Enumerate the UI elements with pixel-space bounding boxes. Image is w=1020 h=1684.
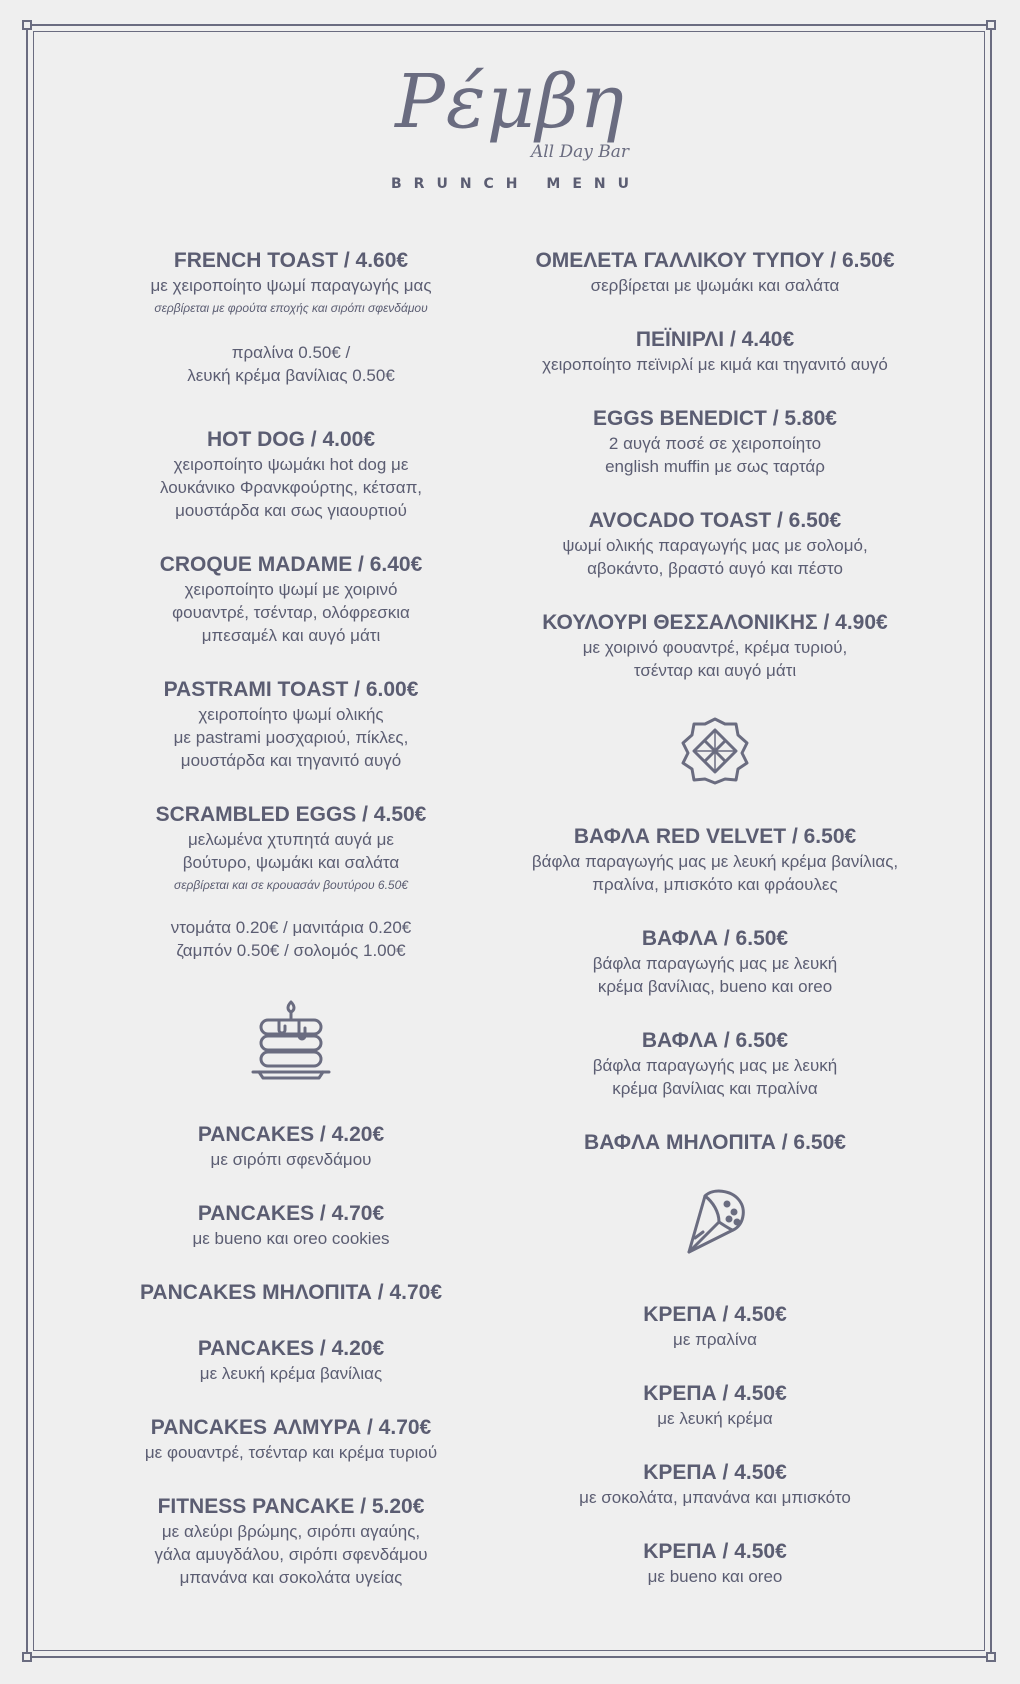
menu-item xyxy=(110,1415,472,1464)
item-title: PANCAKES ΑΛΜΥΡΑ / 4.70€ xyxy=(150,1416,432,1439)
menu-item xyxy=(500,1302,930,1351)
item-description: ψωμί ολικής παραγωγής μας με σολομό, xyxy=(562,536,868,555)
item-description: αβοκάντο, βραστό αυγό και πέστο xyxy=(587,559,843,578)
waffle-icon xyxy=(500,716,930,786)
item-description: χειροποίητο ψωμί με χοιρινό xyxy=(184,580,398,599)
item-title: ΚΡΕΠΑ / 4.50€ xyxy=(643,1382,787,1405)
item-title: ΒΑΦΛΑ / 6.50€ xyxy=(641,927,789,950)
corner-ornament xyxy=(22,20,32,30)
corner-ornament xyxy=(986,20,996,30)
menu-header xyxy=(0,59,1020,192)
item-description: με bueno και oreo xyxy=(647,1567,783,1586)
menu-item xyxy=(500,1028,930,1100)
item-description: με λευκή κρέμα βανίλιας xyxy=(199,1364,383,1383)
item-description: μπεσαμέλ και αυγό μάτι xyxy=(201,626,381,645)
corner-ornament xyxy=(22,1652,32,1662)
item-title: PANCAKES / 4.20€ xyxy=(197,1337,385,1360)
menu-item xyxy=(110,802,472,896)
item-description: βούτυρο, ψωμάκι και σαλάτα xyxy=(182,853,400,872)
item-title: ΚΡΕΠΑ / 4.50€ xyxy=(643,1540,787,1563)
item-title: ΚΟΥΛΟΥΡΙ ΘΕΣΣΑΛΟΝΙΚΗΣ / 4.90€ xyxy=(542,611,888,634)
item-title: ΚΡΕΠΑ / 4.50€ xyxy=(643,1303,787,1326)
item-description: μουστάρδα και σως γιαουρτιού xyxy=(175,501,407,520)
item-description: με pastrami μοσχαριού, πίκλες, xyxy=(173,728,409,747)
item-description: με χειροποίητο ψωμί παραγωγής μας xyxy=(150,276,432,295)
menu-item xyxy=(110,552,472,647)
menu-item xyxy=(500,327,930,376)
item-description: λουκάνικο Φρανκφούρτης, κέτσαπ, xyxy=(159,478,423,497)
menu-subtitle: BRUNCH MENU xyxy=(391,176,641,192)
menu-item xyxy=(500,1460,930,1509)
item-description: με λευκή κρέμα xyxy=(657,1409,773,1428)
item-title: ΒΑΦΛΑ ΜΗΛΟΠΙΤΑ / 6.50€ xyxy=(584,1131,846,1154)
item-description: με φουαντρέ, τσένταρ και κρέμα τυριού xyxy=(144,1443,438,1462)
menu-item xyxy=(110,427,472,522)
pancake-stack-icon xyxy=(110,998,472,1084)
item-description: 2 αυγά ποσέ σε χειροποίητο xyxy=(608,434,822,453)
menu-item xyxy=(500,1381,930,1430)
item-description: με πραλίνα xyxy=(673,1330,757,1349)
item-description: φουαντρέ, τσένταρ, ολόφρεσκια xyxy=(172,603,410,622)
item-description: μπανάνα και σοκολάτα υγείας xyxy=(179,1568,403,1587)
item-title: PANCAKES / 4.20€ xyxy=(197,1123,385,1146)
menu-item xyxy=(500,406,930,478)
menu-item xyxy=(110,1201,472,1250)
menu-item xyxy=(110,248,472,319)
item-description: κρέμα βανίλιας και πραλίνα xyxy=(612,1079,818,1098)
item-extras xyxy=(110,916,472,962)
item-description: χειροποίητο ψωμάκι hot dog με xyxy=(173,455,409,474)
extras-line: ζαμπόν 0.50€ / σολομός 1.00€ xyxy=(176,941,406,960)
item-title: ΚΡΕΠΑ / 4.50€ xyxy=(643,1461,787,1484)
item-description: μουστάρδα και τηγανιτό αυγό xyxy=(180,751,402,770)
item-title: PANCAKES ΜΗΛΟΠΙΤΑ / 4.70€ xyxy=(139,1281,443,1304)
item-title: ΒΑΦΛΑ / 6.50€ xyxy=(641,1029,789,1052)
item-description: βάφλα παραγωγής μας με λευκή κρέμα βανίλιας, xyxy=(531,852,899,871)
item-title: AVOCADO TOAST / 6.50€ xyxy=(588,509,842,532)
item-description: με bueno και oreo cookies xyxy=(192,1229,390,1248)
brand-tagline: All Day Bar xyxy=(530,142,630,162)
menu-item xyxy=(110,1122,472,1171)
item-description: σερβίρεται με ψωμάκι και σαλάτα xyxy=(590,276,840,295)
item-title: ΟΜΕΛΕΤΑ ΓΑΛΛΙΚΟΥ ΤΥΠΟΥ / 6.50€ xyxy=(535,249,895,272)
item-description: χειροποίητο πεϊνιρλί με κιμά και τηγανιτό αυγό xyxy=(542,355,888,374)
item-description: γάλα αμυγδάλου, σιρόπι σφενδάμου xyxy=(154,1545,428,1564)
item-description: με χοιρινό φουαντρέ, κρέμα τυριού, xyxy=(582,638,848,657)
item-note: σερβίρεται και σε κρουασάν βουτύρου 6.50€ xyxy=(174,878,408,892)
item-title: FITNESS PANCAKE / 5.20€ xyxy=(157,1495,425,1518)
menu-item xyxy=(500,1130,930,1156)
item-note: σερβίρεται με φρούτα εποχής και σιρόπι σφενδάμου xyxy=(154,301,428,315)
left-column xyxy=(110,248,472,1619)
menu-item xyxy=(110,1336,472,1385)
item-title: ΒΑΦΛΑ RED VELVET / 6.50€ xyxy=(573,825,857,848)
menu-item xyxy=(500,610,930,682)
right-column xyxy=(500,248,930,1618)
extras-line: πραλίνα 0.50€ / xyxy=(231,343,351,362)
item-title: EGGS BENEDICT / 5.80€ xyxy=(593,407,837,430)
item-description: βάφλα παραγωγής μας με λευκή xyxy=(592,954,838,973)
item-title: PASTRAMI TOAST / 6.00€ xyxy=(163,678,419,701)
brand-logo: Ρέμβη xyxy=(395,59,625,145)
crepe-icon xyxy=(500,1186,930,1258)
item-description: βάφλα παραγωγής μας με λευκή xyxy=(592,1056,838,1075)
menu-item xyxy=(110,677,472,772)
menu-item xyxy=(500,824,930,896)
item-description: κρέμα βανίλιας, bueno και oreo xyxy=(597,977,833,996)
menu-item xyxy=(500,248,930,297)
item-title: CROQUE MADAME / 6.40€ xyxy=(159,553,423,576)
item-description: χειροποίητο ψωμί ολικής xyxy=(198,705,384,724)
menu-item xyxy=(500,508,930,580)
item-description: μελωμένα χτυπητά αυγά με xyxy=(187,830,394,849)
extras-line: λευκή κρέμα βανίλιας 0.50€ xyxy=(187,366,395,385)
item-title: HOT DOG / 4.00€ xyxy=(206,428,376,451)
item-description: πραλίνα, μπισκότο και φράουλες xyxy=(592,875,838,894)
menu-item xyxy=(110,1494,472,1589)
item-title: PANCAKES / 4.70€ xyxy=(197,1202,385,1225)
item-description: τσένταρ και αυγό μάτι xyxy=(633,661,797,680)
item-title: ΠΕΪΝΙΡΛΙ / 4.40€ xyxy=(635,328,795,351)
item-title: SCRAMBLED EGGS / 4.50€ xyxy=(155,803,427,826)
item-title: FRENCH TOAST / 4.60€ xyxy=(173,249,409,272)
menu-item xyxy=(110,1280,472,1306)
item-description: με σιρόπι σφενδάμου xyxy=(210,1150,372,1169)
item-description: με σοκολάτα, μπανάνα και μπισκότο xyxy=(579,1488,851,1507)
corner-ornament xyxy=(986,1652,996,1662)
extras-line: ντομάτα 0.20€ / μανιτάρια 0.20€ xyxy=(170,918,412,937)
item-description: με αλεύρι βρώμης, σιρόπι αγαύης, xyxy=(161,1522,421,1541)
item-description: english muffin με σως ταρτάρ xyxy=(605,457,825,476)
menu-item xyxy=(500,1539,930,1588)
menu-item xyxy=(500,926,930,998)
item-extras xyxy=(110,341,472,387)
